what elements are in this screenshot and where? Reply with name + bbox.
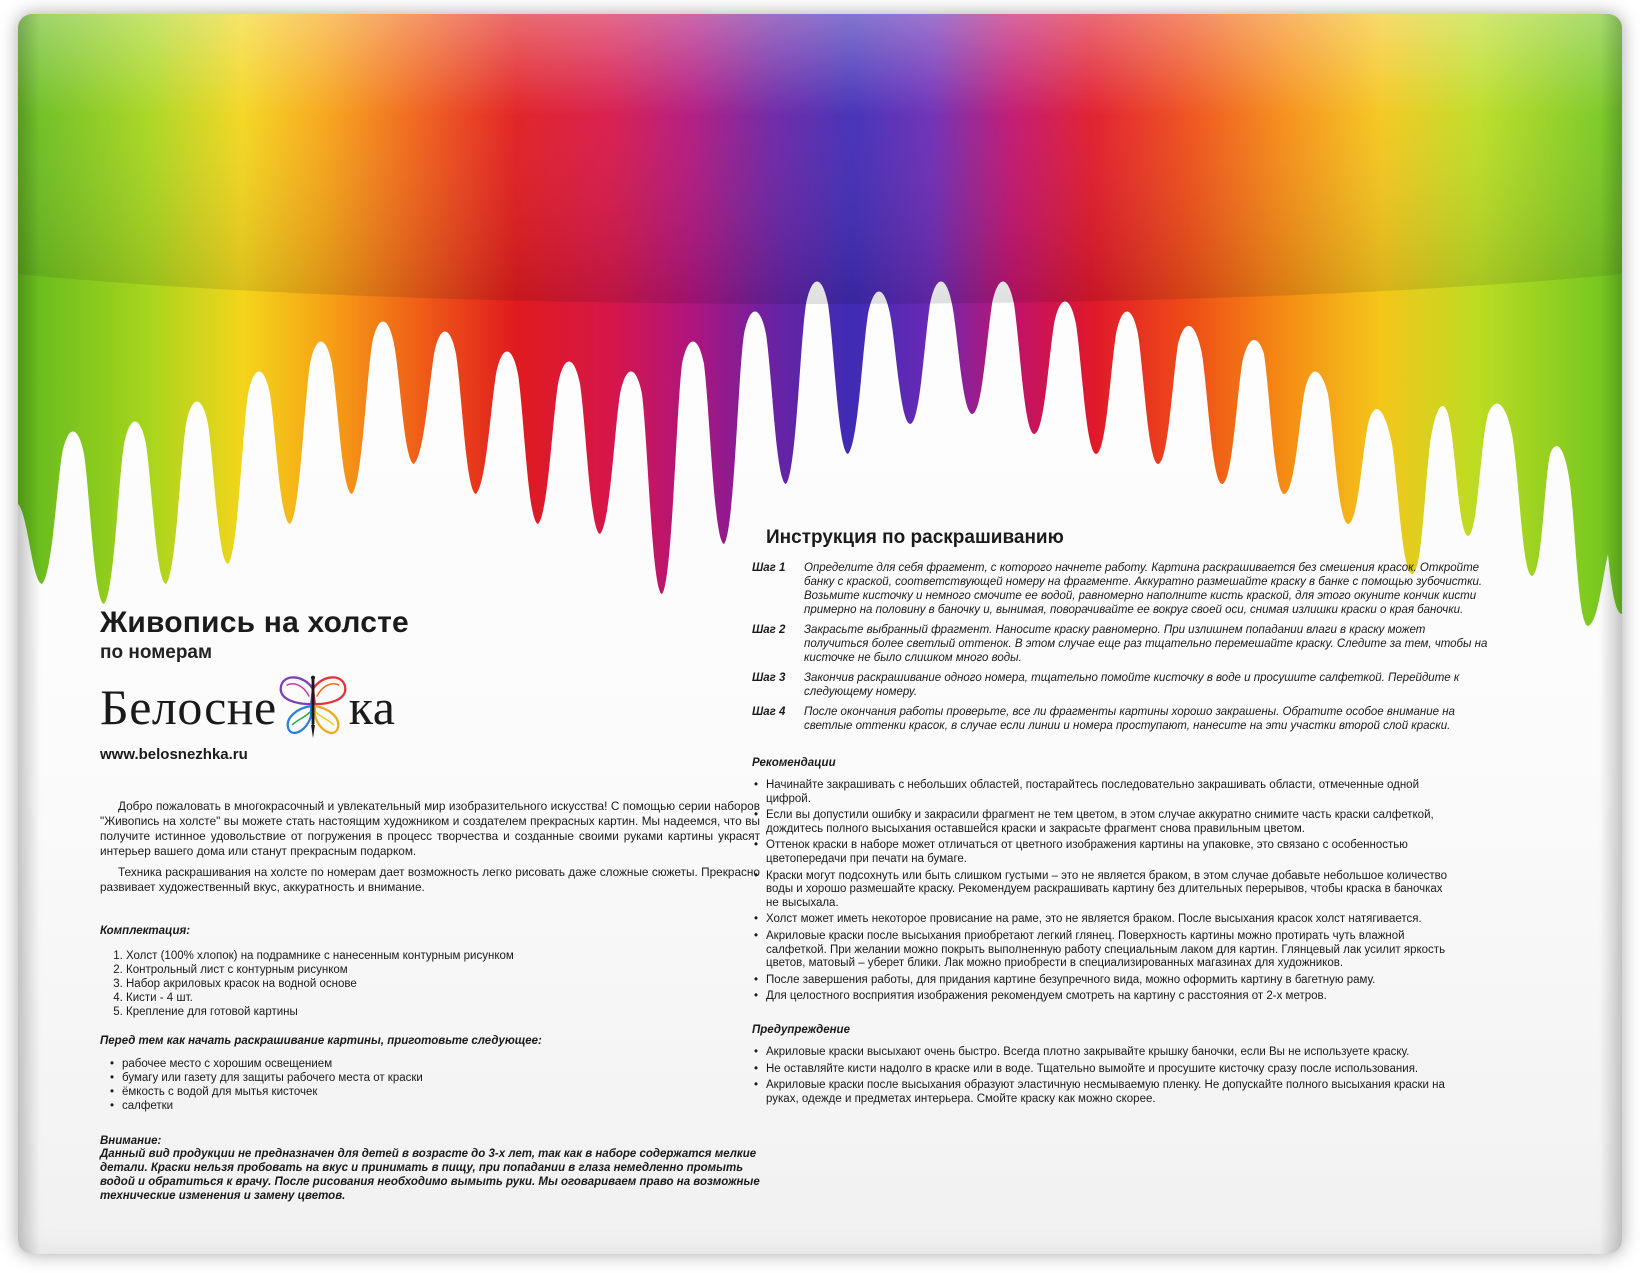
attention-text: Данный вид продукции не предназначен для детей в возрасте до 3-х лет, так как в наборе содержатся мелкие детали. Краски нельзя пробовать на вкус и принимать в пищу, при попадании в глаза немедленно промыть водой и обратиться к врачу. После рисования необходимо вымыть руки. Мы оговариваем право на возможные технические изменения и замену цветов. (100, 1148, 760, 1202)
step-text: После окончания работы проверьте, все ли фрагменты картины хорошо закрашены. Обратите особое внимание на светлые оттенки красок, в случае если линии и номера проступают, нанесите на эти участки второй слой краски. (804, 706, 1455, 732)
preparation-list (100, 1057, 760, 1113)
step-row (752, 561, 1492, 617)
preparation-item: • салфетки (122, 1099, 760, 1113)
kit-item: 2. Контрольный лист с контурным рисунком (126, 963, 760, 977)
step-label: Шаг 1 (752, 562, 786, 574)
instructions-title: Инструкция по раскрашиванию (766, 527, 1064, 548)
brand-website: www.belosnezhka.ru (100, 746, 248, 763)
box-edge-left (18, 14, 40, 1254)
butterfly-brush-icon (275, 672, 351, 742)
recommendation-item: • После завершения работы, для придания картине безупречного вида, можно оформить картину в багетную раму. (766, 974, 1492, 988)
recommendations-list (752, 779, 1492, 1004)
step-text: Определите для себя фрагмент, с которого начнете работу. Картина раскрашивается без смешения красок. Откройте банку с краской, соответствующей номеру на фрагменте. Аккуратно размешайте краску в банке с помощью зубочистки. Возьмите кисточку и немного смочите ее водой, равномерно наполните кисть краской, для этого окуните кончик кисти примерно на половину в баночку и, вынимая, поворачивайте ее вокруг своей оси, снимая излишки краски о края баночки. (804, 562, 1483, 616)
step-label: Шаг 3 (752, 672, 786, 684)
step-text: Закончив раскрашивание одного номера, тщательно помойте кисточку в воде и просушите салфеткой. Перейдите к следующему номеру. (804, 672, 1460, 698)
recommendations-heading: Рекомендации (752, 757, 836, 769)
brand-logo-row (100, 672, 760, 742)
preparation-section (100, 1035, 760, 1113)
intro-paragraph-2: Техника раскрашивания на холсте по номерам дает возможность легко рисовать даже сложные сюжеты. Прекрасно развивает художественный вкус, аккуратность и внимание. (100, 865, 760, 894)
recommendation-item: • Для целостного восприятия изображения рекомендуем смотреть на картину с расстояния от 2-х метров. (766, 990, 1492, 1004)
warning-item: • Не оставляйте кисти надолго в краске или в воде. Тщательно вымойте и просушите кисточку сразу после использования. (766, 1063, 1492, 1077)
attention-heading: Внимание: (100, 1135, 162, 1147)
recommendation-item: • Акриловые краски после высыхания приобретают легкий глянец. Поверхность картины можно протирать чуть влажной салфеткой. При желании можно покрыть выполненную работу специальным лаком для картин. Глянцевый лак усилит яркость цветов, матовый – уберет блики. Лак можно приобрести в специализированных магазинах для художников. (766, 930, 1492, 971)
intro-paragraph-1: Добро пожаловать в многокрасочный и увлекательный мир изобразительного искусства! С помощью серии наборов "Живопись на холсте" вы можете стать настоящим художником и создателем прекрасных картин. Мы надеемся, что вы получите истинное удовольствие от погружения в процесс творчества и созданные своими руками картины украсят интерьер вашего дома или станут прекрасным подарком. (100, 799, 760, 858)
kit-item: 4. Кисти - 4 шт. (126, 991, 760, 1005)
preparation-item: • рабочее место с хорошим освещением (122, 1057, 760, 1071)
warning-list (752, 1046, 1492, 1106)
left-column (100, 606, 760, 1203)
step-row (752, 623, 1492, 665)
recommendation-item: • Холст может иметь некоторое провисание на раме, это не является браком. После высыхания красок холст натягивается. (766, 913, 1492, 927)
brand-name-end: ка (348, 679, 396, 735)
kit-item: 3. Набор акриловых красок на водной основе (126, 977, 760, 991)
preparation-heading: Перед тем как начать раскрашивание картины, приготовьте следующее: (100, 1035, 542, 1047)
right-column (752, 527, 1492, 1109)
intro-text (100, 799, 760, 895)
warning-heading: Предупреждение (752, 1023, 850, 1036)
recommendation-item: • Краски могут подсохнуть или быть слишком густыми – это не является браком, в этом случае добавьте небольшое количество воды и хорошо размешайте краску. Рекомендуем раскрашивать картину без длительных перерывов, чтобы краска в баночках не высыхала. (766, 870, 1492, 911)
kit-item: 5. Крепление для готовой картины (126, 1005, 760, 1019)
attention-section (100, 1135, 760, 1203)
recommendation-item: • Оттенок краски в наборе может отличаться от цветного изображения картины на упаковке, это связано с особенностью цветопередачи при печати на бумаге. (766, 839, 1492, 866)
kit-heading: Комплектация: (100, 925, 191, 937)
step-text: Закрасьте выбранный фрагмент. Наносите краску равномерно. При излишнем попадании влаги в краску может получиться более светлый оттенок. В этом случае еще раз тщательно перемешайте краску. Следите за тем, чтобы на кисточке не было слишком много воды. (804, 624, 1488, 664)
warning-item: • Акриловые краски после высыхания образуют эластичную несмываемую пленку. Не допускайте полного высыхания краски на руках, одежде и предметах интерьера. Смойте краску как можно скорее. (766, 1079, 1492, 1106)
product-subtitle: по номерам (100, 642, 213, 663)
recommendation-item: • Начинайте закрашивать с небольших областей, постарайтесь последовательно закрашивать области, отмеченные одной цифрой. (766, 779, 1492, 806)
kit-list (100, 949, 760, 1019)
step-row (752, 671, 1492, 699)
box-edge-right (1600, 14, 1622, 1254)
product-title: Живопись на холсте (100, 606, 409, 639)
brand-name-start: Белосне (100, 679, 277, 735)
step-label: Шаг 2 (752, 624, 786, 636)
step-label: Шаг 4 (752, 706, 786, 718)
kit-contents-section (100, 925, 760, 1019)
step-row (752, 705, 1492, 733)
kit-item: 1. Холст (100% хлопок) на подрамнике с нанесенным контурным рисунком (126, 949, 760, 963)
recommendations-section (752, 757, 1492, 1004)
recommendation-item: • Если вы допустили ошибку и закрасили фрагмент не тем цветом, в этом случае аккуратно снимите часть краски салфеткой, дождитесь полного высыхания оставшейся краски и закрасьте фрагмент снова правильным цветом. (766, 809, 1492, 836)
preparation-item: • ёмкость с водой для мытья кисточек (122, 1085, 760, 1099)
warning-item: • Акриловые краски высыхают очень быстро. Всегда плотно закрывайте крышку баночки, если Вы не используете краску. (766, 1046, 1492, 1060)
preparation-item: • бумагу или газету для защиты рабочего места от краски (122, 1071, 760, 1085)
warning-section (752, 1024, 1492, 1106)
